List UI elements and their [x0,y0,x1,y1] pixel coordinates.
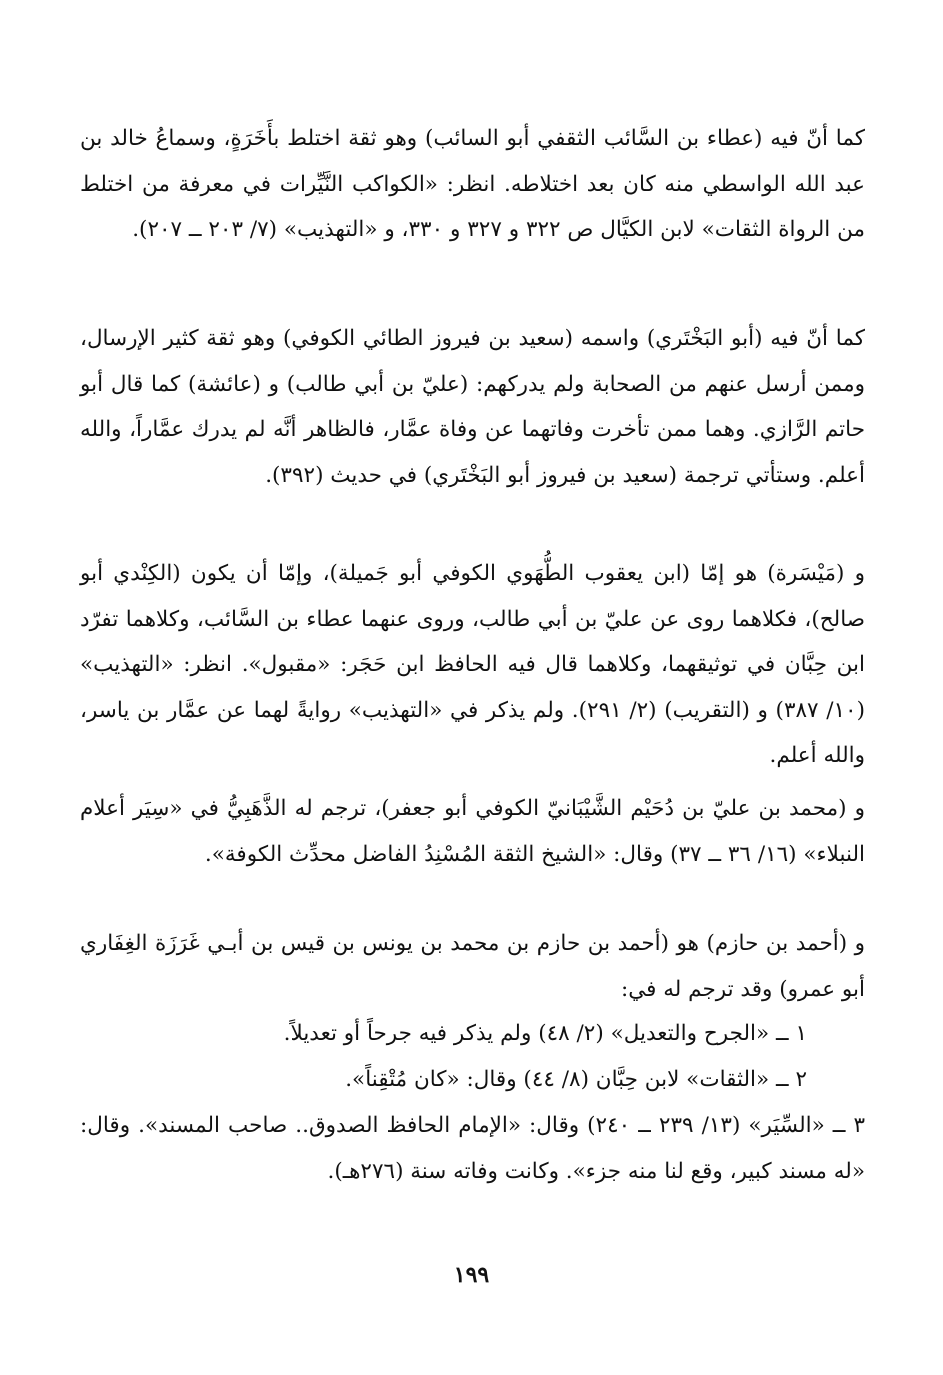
paragraph-ahmad-ibn-hazim [80,921,865,1012]
list-item-text: ٢ ــ «الثقات» لابن حِبَّان (٨/ ٤٤) وقال: «كان مُتْقِناً». [345,1067,807,1092]
list-item-1 [80,1011,807,1057]
paragraph-text: كما أنّ فيه (عطاء بن السَّائب الثقفي أبو السائب) وهو ثقة اختلط بأَخَرَةٍ، وسماعُ خالد بن عبد الله الواسطي منه كان بعد اختلاطه. انظر: «الكواكب النَّيِّرات في معرفة من اختلط من الرواة الثقات» لابن الكيَّال ص ٣٢٢ و ٣٢٧ و ٣٣٠، و «التهذيب» (٧/ ٢٠٣ ــ ٢٠٧). [80,126,865,242]
paragraph-text: كما أنّ فيه (أبو البَخْتَري) واسمه (سعيد بن فيروز الطائي الكوفي) وهو ثقة كثير الإرسال، وممن أرسل عنهم من الصحابة ولم يدركهم: (عليّ بن أبي طالب) و (عائشة) كما قال أبو حاتم الرَّازي. وهما ممن تأخرت وفاتهما عن وفاة عمَّار، فالظاهر أنَّه لم يدرك عمَّاراً، والله أعلم. وستأتي ترجمة (سعيد بن فيروز أبو البَخْتَري) في حديث (٣٩٢). [80,326,865,488]
paragraph-maysara [80,551,865,779]
list-item-text: ١ ــ «الجرح والتعديل» (٢/ ٤٨) ولم يذكر فيه جرحاً أو تعديلاً. [283,1021,807,1046]
paragraph-ata-ibn-al-saib [80,116,865,253]
paragraph-text: و (أحمد بن حازم) هو (أحمد بن حازم بن محمد بن يونس بن قيس بن أبـي غَرَزَة الغِفَاري أبو عمرو) وقد ترجم له في: [80,931,865,1002]
list-item-2 [80,1057,807,1103]
paragraph-text: و (مَيْسَرة) هو إمّا (ابن يعقوب الطُّهَوي الكوفي أبو جَميلة)، وإمّا أن يكون (الكِنْدي أبو صالح)، فكلاهما روى عن عليّ بن أبي طالب، وروى عنهما عطاء بن السَّائب، وكلاهما تفرّد ابن حِبَّان في توثيقهما، وكلاهما قال فيه الحافظ ابن حَجَر: «مقبول». انظر: «التهذيب» (١٠/ ٣٨٧) و (التقريب) (٢/ ٢٩١). ولم يذكر في «التهذيب» روايةً لهما عن عمَّار بن ياسر، والله أعلم. [80,561,865,768]
list-item-3 [80,1103,865,1194]
paragraph-text: و (محمد بن عليّ بن دُحَيْم الشَّيْبَانيّ الكوفي أبو جعفر)، ترجم له الذَّهَبِيُّ في «سِيَر أعلام النبلاء» (١٦/ ٣٦ ــ ٣٧) وقال: «الشيخ الثقة المُسْنِدُ الفاضل محدِّث الكوفة». [80,796,865,867]
paragraph-abu-al-bakhtari [80,316,865,498]
list-item-text: ٣ ــ «السِّيَر» (١٣/ ٢٣٩ ــ ٢٤٠) وقال: «الإمام الحافظ الصدوق.. صاحب المسند». وقال: «له مسند كبير، وقع لنا منه جزء». وكانت وفاته سنة (٢٧٦هـ). [80,1113,865,1184]
page-number: ١٩٩ [453,1262,490,1288]
paragraph-muhammad-ibn-ali [80,786,865,877]
